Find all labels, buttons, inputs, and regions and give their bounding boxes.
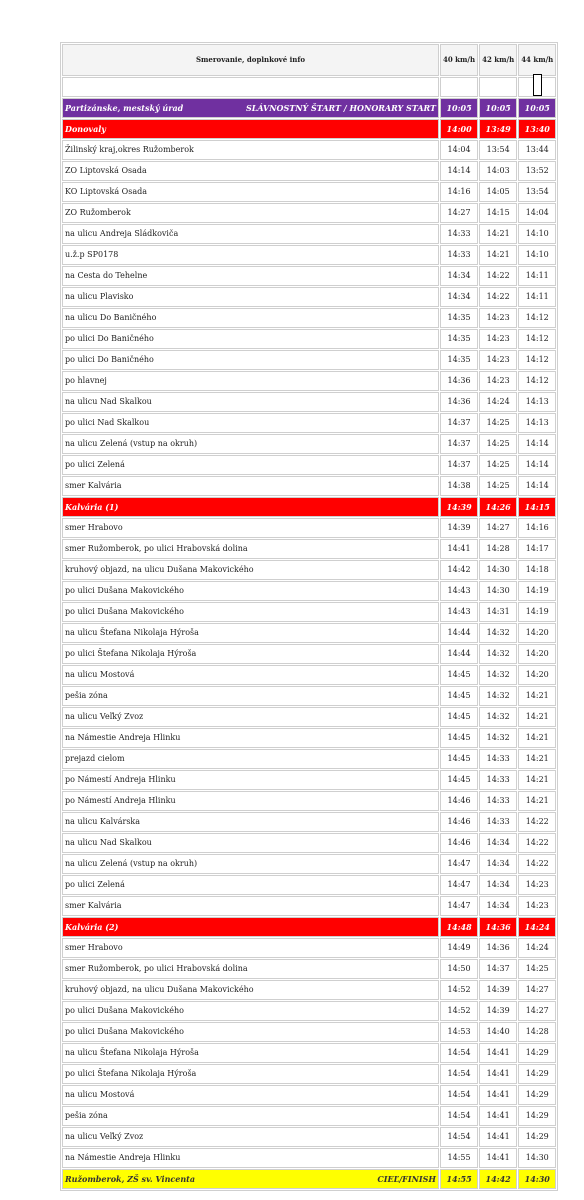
time-44: 14:29	[518, 1064, 556, 1084]
route-row	[62, 959, 556, 979]
time-40: 14:35	[440, 329, 478, 349]
honorary-start-row	[62, 98, 556, 118]
time-40: 14:33	[440, 224, 478, 244]
time-40: 14:41	[440, 539, 478, 559]
route-step: smer Kalvária	[62, 476, 439, 496]
time-44: 14:24	[518, 917, 556, 937]
route-row	[62, 1022, 556, 1042]
time-40: 14:14	[440, 161, 478, 181]
empty-cell	[440, 77, 478, 97]
time-42: 14:34	[479, 833, 517, 853]
route-step: smer Ružomberok, po ulici Hrabovská dolina	[62, 959, 439, 979]
time-40: 14:04	[440, 140, 478, 160]
route-step: po Námestí Andreja Hlinku	[62, 770, 439, 790]
route-row	[62, 455, 556, 475]
route-row	[62, 1043, 556, 1063]
route-step: po ulici Nad Skalkou	[62, 413, 439, 433]
route-row	[62, 140, 556, 160]
route-row	[62, 287, 556, 307]
header-speed-40: 40 km/h	[440, 44, 478, 76]
time-40: 14:43	[440, 581, 478, 601]
time-40: 14:54	[440, 1127, 478, 1147]
time-40: 14:42	[440, 560, 478, 580]
time-40: 14:33	[440, 245, 478, 265]
time-44: 14:12	[518, 329, 556, 349]
route-row	[62, 518, 556, 538]
route-step: na ulicu Andreja Sládkoviča	[62, 224, 439, 244]
route-row	[62, 350, 556, 370]
time-44: 14:11	[518, 287, 556, 307]
time-42: 14:40	[479, 1022, 517, 1042]
time-42: 14:25	[479, 413, 517, 433]
route-row	[62, 413, 556, 433]
route-row	[62, 476, 556, 496]
time-42: 13:49	[479, 119, 517, 139]
checkpoint-row	[62, 119, 556, 139]
route-step: pešia zóna	[62, 1106, 439, 1126]
route-step: smer Hrabovo	[62, 938, 439, 958]
time-40: 14:36	[440, 392, 478, 412]
time-42: 14:41	[479, 1106, 517, 1126]
route-step: po ulici Zelená	[62, 455, 439, 475]
route-row	[62, 1127, 556, 1147]
time-40: 14:54	[440, 1043, 478, 1063]
route-row	[62, 938, 556, 958]
time-40: 14:45	[440, 770, 478, 790]
time-44: 14:19	[518, 581, 556, 601]
header-direction: Smerovanie, doplnkové info	[62, 44, 439, 76]
time-42: 14:23	[479, 308, 517, 328]
time-40: 14:39	[440, 497, 478, 517]
route-step: po ulici Dušana Makovického	[62, 602, 439, 622]
time-42: 14:39	[479, 1001, 517, 1021]
time-44: 14:29	[518, 1106, 556, 1126]
route-step: na ulicu Kalvárska	[62, 812, 439, 832]
route-step: na Námestie Andreja Hlinku	[62, 1148, 439, 1168]
time-44: 14:29	[518, 1127, 556, 1147]
time-44: 13:52	[518, 161, 556, 181]
time-40: 14:45	[440, 665, 478, 685]
time-40: 14:43	[440, 602, 478, 622]
time-40: 14:35	[440, 350, 478, 370]
route-step: ZO Liptovská Osada	[62, 161, 439, 181]
time-42: 14:32	[479, 686, 517, 706]
time-44: 14:21	[518, 728, 556, 748]
time-42: 14:33	[479, 812, 517, 832]
route-row	[62, 833, 556, 853]
time-40: 14:47	[440, 875, 478, 895]
time-40: 14:47	[440, 896, 478, 916]
route-step: smer Kalvária	[62, 896, 439, 916]
time-44: 14:19	[518, 602, 556, 622]
time-44: 14:16	[518, 518, 556, 538]
time-40: 14:48	[440, 917, 478, 937]
route-row	[62, 770, 556, 790]
time-44: 14:22	[518, 812, 556, 832]
time-40: 14:50	[440, 959, 478, 979]
time-44: 14:18	[518, 560, 556, 580]
time-44: 14:24	[518, 938, 556, 958]
checkpoint-row	[62, 917, 556, 937]
route-step: kruhový objazd, na ulicu Dušana Makovického	[62, 980, 439, 1000]
empty-cell	[62, 77, 439, 97]
time-42: 14:41	[479, 1127, 517, 1147]
time-44: 14:28	[518, 1022, 556, 1042]
route-row	[62, 1064, 556, 1084]
time-44: 14:21	[518, 791, 556, 811]
time-40: 14:49	[440, 938, 478, 958]
route-step: Donovaly	[62, 119, 439, 139]
route-step: na Cesta do Tehelne	[62, 266, 439, 286]
time-44: 14:20	[518, 665, 556, 685]
route-step: Kalvária (2)	[62, 917, 439, 937]
time-44: 14:25	[518, 959, 556, 979]
route-row	[62, 308, 556, 328]
time-44: 14:22	[518, 854, 556, 874]
time-44: 14:23	[518, 896, 556, 916]
time-40: 14:00	[440, 119, 478, 139]
route-row	[62, 665, 556, 685]
time-44: 14:12	[518, 308, 556, 328]
time-42: 14:32	[479, 707, 517, 727]
time-42: 14:41	[479, 1064, 517, 1084]
route-row	[62, 224, 556, 244]
route-step: ZO Ružomberok	[62, 203, 439, 223]
route-step: u.ž.p SP0178	[62, 245, 439, 265]
route-step: na ulicu Nad Skalkou	[62, 833, 439, 853]
time-42: 14:23	[479, 350, 517, 370]
time-40: 14:54	[440, 1085, 478, 1105]
route-step: po ulici Dušana Makovického	[62, 1001, 439, 1021]
route-row	[62, 791, 556, 811]
time-42: 14:28	[479, 539, 517, 559]
start-cell	[62, 98, 439, 118]
route-step: na ulicu Zelená (vstup na okruh)	[62, 854, 439, 874]
header-speed-44: 44 km/h	[518, 44, 556, 76]
checkpoint-row	[62, 497, 556, 517]
header-speed-42: 42 km/h	[479, 44, 517, 76]
time-40: 14:52	[440, 1001, 478, 1021]
time-44: 14:12	[518, 350, 556, 370]
time-40: 14:44	[440, 644, 478, 664]
time-44: 14:13	[518, 413, 556, 433]
route-step: po Námestí Andreja Hlinku	[62, 791, 439, 811]
time-42: 14:15	[479, 203, 517, 223]
time-44: 14:20	[518, 644, 556, 664]
route-step: po ulici Do Baničného	[62, 329, 439, 349]
route-step: po ulici Štefana Nikolaja Hýroša	[62, 1064, 439, 1084]
time-40: 14:37	[440, 413, 478, 433]
route-step: na ulicu Mostová	[62, 1085, 439, 1105]
finish-time-42: 14:42	[479, 1169, 517, 1189]
finish-row	[62, 1169, 556, 1189]
time-44: 14:22	[518, 833, 556, 853]
empty-cell	[479, 77, 517, 97]
route-row	[62, 203, 556, 223]
time-40: 14:34	[440, 287, 478, 307]
time-44: 14:21	[518, 707, 556, 727]
time-40: 14:37	[440, 455, 478, 475]
time-42: 14:41	[479, 1085, 517, 1105]
time-40: 14:36	[440, 371, 478, 391]
time-42: 14:21	[479, 245, 517, 265]
time-42: 14:03	[479, 161, 517, 181]
route-step: na Námestie Andreja Hlinku	[62, 728, 439, 748]
header-row	[62, 44, 556, 76]
route-step: na ulicu Štefana Nikolaja Hýroša	[62, 1043, 439, 1063]
start-time-40: 10:05	[440, 98, 478, 118]
route-row	[62, 1148, 556, 1168]
time-44: 13:44	[518, 140, 556, 160]
route-row	[62, 728, 556, 748]
route-row	[62, 161, 556, 181]
route-row	[62, 266, 556, 286]
route-step: pešia zóna	[62, 686, 439, 706]
time-40: 14:52	[440, 980, 478, 1000]
time-40: 14:44	[440, 623, 478, 643]
route-step: na ulicu Veľký Zvoz	[62, 707, 439, 727]
route-row	[62, 581, 556, 601]
start-note: SLÁVNOSTNÝ ŠTART / HONORARY START	[245, 103, 436, 113]
route-row	[62, 707, 556, 727]
route-row	[62, 392, 556, 412]
route-row	[62, 434, 556, 454]
route-row	[62, 686, 556, 706]
finish-place: Ružomberok, ZŠ sv. Vincenta	[65, 1174, 196, 1184]
time-42: 14:33	[479, 770, 517, 790]
time-42: 14:30	[479, 581, 517, 601]
time-42: 14:36	[479, 917, 517, 937]
route-row	[62, 854, 556, 874]
time-44: 14:21	[518, 749, 556, 769]
route-step: KO Liptovská Osada	[62, 182, 439, 202]
time-44: 14:29	[518, 1043, 556, 1063]
route-step: po hlavnej	[62, 371, 439, 391]
route-row	[62, 749, 556, 769]
route-row	[62, 371, 556, 391]
time-44: 14:30	[518, 1148, 556, 1168]
time-44: 14:29	[518, 1085, 556, 1105]
time-42: 14:34	[479, 875, 517, 895]
route-row	[62, 245, 556, 265]
route-row	[62, 1085, 556, 1105]
time-42: 14:37	[479, 959, 517, 979]
time-40: 14:45	[440, 728, 478, 748]
time-42: 14:27	[479, 518, 517, 538]
time-40: 14:38	[440, 476, 478, 496]
time-40: 14:45	[440, 686, 478, 706]
time-40: 14:54	[440, 1106, 478, 1126]
time-44: 14:21	[518, 686, 556, 706]
route-step: Kalvária (1)	[62, 497, 439, 517]
time-44: 14:11	[518, 266, 556, 286]
time-42: 14:34	[479, 854, 517, 874]
route-step: na ulicu Plavisko	[62, 287, 439, 307]
time-44: 14:14	[518, 434, 556, 454]
time-42: 14:36	[479, 938, 517, 958]
time-40: 14:34	[440, 266, 478, 286]
time-40: 14:54	[440, 1064, 478, 1084]
route-row	[62, 1001, 556, 1021]
time-40: 14:16	[440, 182, 478, 202]
time-42: 14:30	[479, 560, 517, 580]
route-row	[62, 602, 556, 622]
time-40: 14:39	[440, 518, 478, 538]
route-step: Žilinský kraj,okres Ružomberok	[62, 140, 439, 160]
route-step: po ulici Dušana Makovického	[62, 1022, 439, 1042]
route-step: na ulicu Mostová	[62, 665, 439, 685]
route-row	[62, 182, 556, 202]
time-42: 14:31	[479, 602, 517, 622]
time-42: 14:32	[479, 623, 517, 643]
time-44: 14:10	[518, 224, 556, 244]
time-44: 14:20	[518, 623, 556, 643]
time-40: 14:27	[440, 203, 478, 223]
route-step: na ulicu Štefana Nikolaja Hýroša	[62, 623, 439, 643]
time-40: 14:45	[440, 749, 478, 769]
time-40: 14:47	[440, 854, 478, 874]
timetable-container	[60, 42, 558, 1191]
start-place: Partizánske, mestský úrad	[65, 103, 184, 113]
time-40: 14:45	[440, 707, 478, 727]
time-42: 14:21	[479, 224, 517, 244]
route-step: na ulicu Do Baničného	[62, 308, 439, 328]
time-44: 14:14	[518, 455, 556, 475]
time-42: 14:23	[479, 329, 517, 349]
time-42: 14:25	[479, 476, 517, 496]
time-40: 14:46	[440, 812, 478, 832]
route-step: po ulici Štefana Nikolaja Hýroša	[62, 644, 439, 664]
finish-note: CIEĽ/FINISH	[377, 1174, 436, 1184]
time-42: 14:25	[479, 434, 517, 454]
route-step: po ulici Dušana Makovického	[62, 581, 439, 601]
time-42: 14:23	[479, 371, 517, 391]
route-step: na ulicu Nad Skalkou	[62, 392, 439, 412]
time-42: 14:32	[479, 728, 517, 748]
route-row	[62, 812, 556, 832]
time-44: 14:27	[518, 980, 556, 1000]
time-44: 14:15	[518, 497, 556, 517]
time-40: 14:53	[440, 1022, 478, 1042]
time-44: 13:40	[518, 119, 556, 139]
time-40: 14:35	[440, 308, 478, 328]
time-42: 14:22	[479, 266, 517, 286]
time-44: 14:23	[518, 875, 556, 895]
time-42: 14:22	[479, 287, 517, 307]
time-42: 13:54	[479, 140, 517, 160]
route-step: kruhový objazd, na ulicu Dušana Makovického	[62, 560, 439, 580]
empty-row	[62, 77, 556, 97]
route-row	[62, 980, 556, 1000]
time-42: 14:05	[479, 182, 517, 202]
start-time-42: 10:05	[479, 98, 517, 118]
time-42: 14:24	[479, 392, 517, 412]
route-row	[62, 896, 556, 916]
time-40: 14:46	[440, 791, 478, 811]
route-step: na ulicu Zelená (vstup na okruh)	[62, 434, 439, 454]
time-40: 14:55	[440, 1148, 478, 1168]
route-step: po ulici Do Baničného	[62, 350, 439, 370]
time-44: 14:13	[518, 392, 556, 412]
route-row	[62, 875, 556, 895]
route-row	[62, 644, 556, 664]
time-44: 14:17	[518, 539, 556, 559]
finish-time-44: 14:30	[518, 1169, 556, 1189]
route-row	[62, 329, 556, 349]
time-44: 13:54	[518, 182, 556, 202]
time-42: 14:32	[479, 644, 517, 664]
time-42: 14:32	[479, 665, 517, 685]
route-row	[62, 539, 556, 559]
time-42: 14:41	[479, 1148, 517, 1168]
finish-time-40: 14:55	[440, 1169, 478, 1189]
route-row	[62, 1106, 556, 1126]
time-44: 14:27	[518, 1001, 556, 1021]
time-44: 14:04	[518, 203, 556, 223]
route-row	[62, 560, 556, 580]
time-44: 14:14	[518, 476, 556, 496]
time-44: 14:10	[518, 245, 556, 265]
time-42: 14:25	[479, 455, 517, 475]
timetable-body	[62, 77, 556, 1168]
time-42: 14:41	[479, 1043, 517, 1063]
start-time-44: 10:05	[518, 98, 556, 118]
time-44: 14:12	[518, 371, 556, 391]
time-42: 14:33	[479, 791, 517, 811]
time-42: 14:33	[479, 749, 517, 769]
time-40: 14:46	[440, 833, 478, 853]
finish-cell	[62, 1169, 439, 1189]
time-44: 14:21	[518, 770, 556, 790]
cursor-marker	[533, 74, 542, 96]
route-step: smer Hrabovo	[62, 518, 439, 538]
time-42: 14:26	[479, 497, 517, 517]
route-step: prejazd cielom	[62, 749, 439, 769]
time-42: 14:39	[479, 980, 517, 1000]
route-step: na ulicu Veľký Zvoz	[62, 1127, 439, 1147]
route-step: po ulici Zelená	[62, 875, 439, 895]
route-step: smer Ružomberok, po ulici Hrabovská dolina	[62, 539, 439, 559]
time-42: 14:34	[479, 896, 517, 916]
time-40: 14:37	[440, 434, 478, 454]
timetable	[60, 42, 558, 1191]
route-row	[62, 623, 556, 643]
